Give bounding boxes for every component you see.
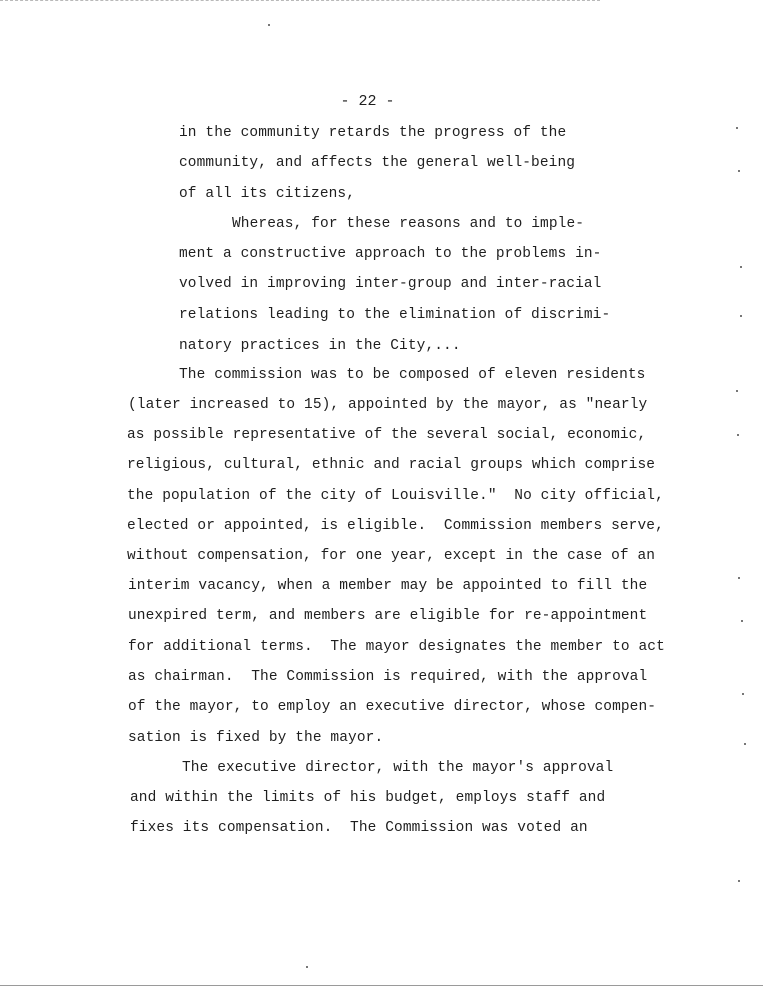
scan-speck bbox=[738, 577, 740, 579]
text-line: community, and affects the general well-being bbox=[179, 155, 576, 171]
text-line: of all its citizens, bbox=[179, 186, 356, 202]
text-line: The commission was to be composed of eleven residents bbox=[179, 367, 646, 383]
page-number: - 22 - bbox=[340, 93, 395, 110]
text-line: in the community retards the progress of the bbox=[179, 125, 567, 141]
scan-speck bbox=[742, 693, 744, 695]
text-line: sation is fixed by the mayor. bbox=[128, 730, 384, 746]
scan-speck bbox=[737, 434, 739, 436]
text-line: ment a constructive approach to the problems in- bbox=[179, 246, 602, 262]
text-line: elected or appointed, is eligible. Commission members serve, bbox=[127, 518, 664, 534]
text-line: fixes its compensation. The Commission was voted an bbox=[130, 820, 588, 836]
text-line: interim vacancy, when a member may be appointed to fill the bbox=[128, 578, 648, 594]
text-line: Whereas, for these reasons and to imple- bbox=[232, 216, 585, 232]
text-line: relations leading to the elimination of discrimi- bbox=[179, 307, 611, 323]
scan-speck bbox=[744, 743, 746, 745]
scan-speck bbox=[306, 966, 308, 968]
text-line: (later increased to 15), appointed by the mayor, as "nearly bbox=[128, 397, 648, 413]
text-line: for additional terms. The mayor designates the member to act bbox=[128, 639, 665, 655]
scan-speck bbox=[736, 127, 738, 129]
scan-speck bbox=[736, 390, 738, 392]
text-line: and within the limits of his budget, employs staff and bbox=[130, 790, 606, 806]
top-border-rule bbox=[0, 0, 600, 1]
text-line: religious, cultural, ethnic and racial groups which comprise bbox=[127, 457, 656, 473]
scan-speck bbox=[268, 24, 270, 26]
scan-speck bbox=[738, 880, 740, 882]
scan-speck bbox=[738, 170, 740, 172]
text-line: as possible representative of the several social, economic, bbox=[127, 427, 647, 443]
scan-speck bbox=[740, 266, 742, 268]
text-line: volved in improving inter-group and inter-racial bbox=[179, 276, 602, 292]
scan-speck bbox=[741, 620, 743, 622]
text-line: as chairman. The Commission is required, with the approval bbox=[128, 669, 648, 685]
text-line: without compensation, for one year, except in the case of an bbox=[127, 548, 656, 564]
scan-speck bbox=[740, 315, 742, 317]
text-line: The executive director, with the mayor's approval bbox=[182, 760, 614, 776]
text-line: of the mayor, to employ an executive director, whose compen- bbox=[128, 699, 657, 715]
bottom-border-rule bbox=[0, 985, 763, 986]
text-line: unexpired term, and members are eligible for re-appointment bbox=[128, 608, 648, 624]
text-line: the population of the city of Louisville." No city official, bbox=[127, 488, 664, 504]
text-line: natory practices in the City,... bbox=[179, 338, 461, 354]
